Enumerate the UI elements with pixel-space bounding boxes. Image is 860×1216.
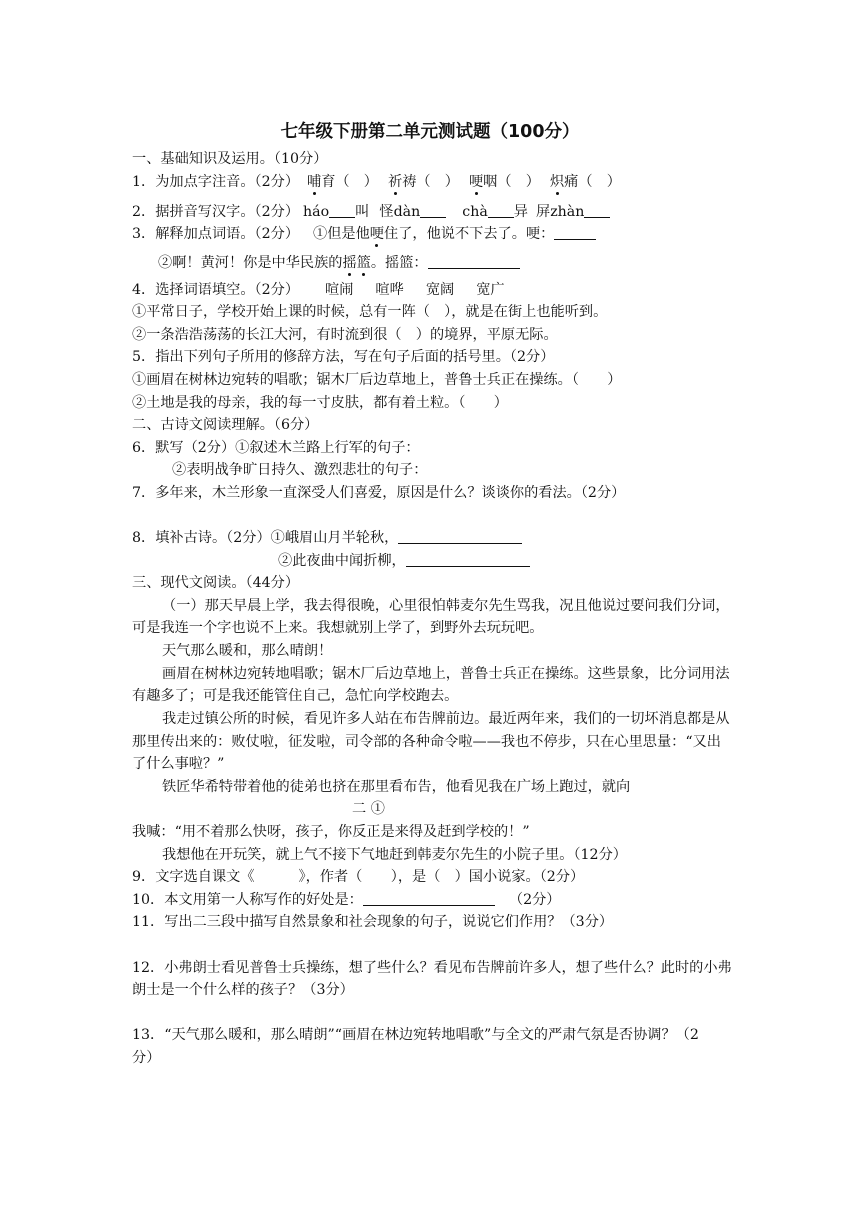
section-3-heading: 三、现代文阅读。（44分） — [132, 575, 300, 591]
passage-paragraph-3: 画眉在树林边宛转地唱歌；锯木厂后边草地上，普鲁士兵正在操练。这些景象，比分词用法 — [162, 666, 730, 682]
poem-line: ①峨眉山月半轮秋， — [270, 530, 399, 546]
question-11: 11．写出二三段中描写自然景象和社会现象的句子，说说它们作用？（3分） — [132, 914, 614, 930]
pinyin: chà — [462, 204, 488, 220]
question-13-line-1: 13．“天气那么暖和，那么晴朗”“画眉在林边宛转地唱歌”与全文的严肃气氛是否协调？（2 — [132, 1027, 699, 1043]
question-9-text: 》，作者（ ），是（ ）国小说家。（2分） — [298, 869, 585, 885]
pinyin: 屏zhàn — [536, 204, 585, 220]
question-3-head: 3．解释加点词语。（2分） — [132, 226, 300, 242]
dotted-char: 摇 — [342, 255, 357, 271]
question-5-line-2: ②土地是我的母亲，我的每一寸皮肤，都有着土粒。（ ） — [132, 395, 508, 411]
dotted-char: 篮 — [356, 255, 371, 271]
question-4-head-line — [132, 280, 505, 300]
pinyin: 怪dàn — [379, 204, 421, 220]
poem-line: ②此夜曲中闻折柳， — [278, 553, 406, 569]
answer-blank[interactable] — [488, 202, 514, 218]
question-5-head: 5．指出下列句子所用的修辞方法，写在句子后面的括号里。（2分） — [132, 349, 555, 365]
question-6-line-1: 6．默写（2分）①叙述木兰路上行军的句子： — [132, 440, 420, 456]
section-1-heading: 一、基础知识及运用。（10分） — [132, 151, 328, 167]
question-1-head: 1．为加点字注音。（2分） — [132, 174, 300, 190]
question-8-head: 8．填补古诗。（2分） — [132, 530, 271, 546]
word-option: 喧闹 — [325, 282, 354, 298]
answer-blank[interactable] — [428, 253, 520, 269]
question-7: 7．多年来，木兰形象一直深受人们喜爱，原因是什么？谈谈你的看法。（2分） — [132, 485, 626, 501]
answer-blank[interactable] — [420, 202, 446, 218]
question-2 — [132, 202, 610, 222]
question-4-line-2: ②一条浩浩荡荡的长江大河，有时流到很（ ）的境界，平原无际。 — [132, 327, 558, 343]
passage-paragraph-5: 铁匠华希特带着他的徒弟也挤在那里看布告，他看见我在广场上跑过，就向 — [162, 779, 631, 795]
sentence-text: 。摇篮： — [370, 255, 428, 271]
question-5-line-1: ①画眉在树林边宛转的唱歌；锯木厂后边草地上，普鲁士兵正在操练。（ ） — [132, 372, 622, 388]
answer-blank[interactable] — [554, 224, 596, 240]
answer-blank[interactable] — [398, 528, 522, 544]
pinyin-char: 叫 — [355, 204, 370, 220]
word-option: 喧哗 — [375, 282, 404, 298]
dotted-char: 哺 — [307, 174, 322, 190]
question-13-line-2: 分） — [132, 1050, 161, 1066]
sentence-text: ②啊！黄河！你是中华民族的 — [158, 255, 343, 271]
dotted-char: 炽 — [549, 174, 565, 190]
question-1 — [132, 172, 621, 192]
passage-paragraph-6: 我想他在开玩笑，就上气不接下气地赶到韩麦尔先生的小院子里。（12分） — [162, 847, 627, 863]
passage-paragraph-2: 天气那么暖和，那么晴朗！ — [162, 643, 333, 659]
passage-paragraph-4: 我走过镇公所的时候，看见许多人站在布告牌前边。最近两年来，我们的一切坏消息都是从 — [162, 711, 730, 727]
question-9-text: 9．文字选自课文《 — [132, 869, 255, 885]
page-marker: 二 ① — [352, 801, 385, 817]
answer-blank[interactable] — [329, 202, 355, 218]
question-3-line-1 — [132, 224, 596, 244]
passage-paragraph-1: （一）那天早晨上学，我去得很晚，心里很怕韩麦尔先生骂我，况且他说过要问我们分词， — [162, 598, 730, 614]
question-6-line-2: ②表明战争旷日持久、激烈悲壮的句子： — [172, 462, 428, 478]
word-option: 宽阔 — [425, 282, 455, 298]
question-1-word: 咽（ ） — [483, 174, 540, 190]
sentence-text: 住了，他说不下去了。哽： — [384, 226, 555, 242]
answer-blank[interactable] — [363, 890, 495, 906]
answer-blank[interactable] — [584, 202, 610, 218]
dotted-char: 哽 — [369, 226, 384, 242]
passage-paragraph-4-end: 了什么事啦？” — [132, 756, 225, 772]
page-title: 七年级下册第二单元测试题（100分） — [280, 122, 580, 142]
passage-paragraph-5-cont: 我喊：“用不着那么快呀，孩子，你反正是来得及赶到学校的！” — [132, 824, 530, 840]
answer-blank[interactable] — [406, 551, 530, 567]
question-4-line-1: ①平常日子，学校开始上课的时候，总有一阵（ ），就是在街上也能听到。 — [132, 304, 608, 320]
question-8-line-2 — [278, 551, 530, 571]
passage-paragraph-3-cont: 有趣多了；可是我还能管住自己，急忙向学校跑去。 — [132, 688, 459, 704]
sentence-text: ①但是他 — [313, 226, 370, 242]
pinyin-char: 异 — [513, 204, 528, 220]
pinyin: háo — [303, 204, 330, 220]
question-12-line-1: 12．小弗朗士看见普鲁士兵操练，想了些什么？看见布告牌前许多人，想了些什么？此时的小弗 — [132, 960, 732, 976]
question-10-score: （2分） — [508, 892, 561, 908]
question-4-head: 4．选择词语填空。（2分） — [132, 282, 300, 298]
word-option: 宽广 — [476, 282, 505, 298]
question-10-text: 10．本文用第一人称写作的好处是： — [132, 892, 363, 908]
passage-paragraph-1-cont: 可是我连一个字也说不上来。我想就别上学了，到野外去玩玩吧。 — [132, 620, 544, 636]
passage-paragraph-4-cont: 那里传出来的：败仗啦，征发啦，司令部的各种命令啦——我也不停步，只在心里思量：“又出 — [132, 734, 721, 750]
question-9 — [132, 867, 584, 887]
question-8-line-1 — [132, 528, 522, 548]
question-12-line-2: 朗士是一个什么样的孩子？（3分） — [132, 982, 354, 998]
question-10 — [132, 890, 560, 910]
dotted-char: 祈 — [388, 174, 403, 190]
question-1-word: 育（ ） — [321, 174, 378, 190]
dotted-char: 哽 — [468, 174, 484, 190]
section-2-heading: 二、古诗文阅读理解。（6分） — [132, 417, 319, 433]
question-2-head: 2．据拼音写汉字。（2分） — [132, 204, 300, 220]
question-3-line-2 — [158, 253, 520, 273]
question-1-word: 痛（ ） — [564, 174, 621, 190]
question-1-word: 祷（ ） — [402, 174, 459, 190]
